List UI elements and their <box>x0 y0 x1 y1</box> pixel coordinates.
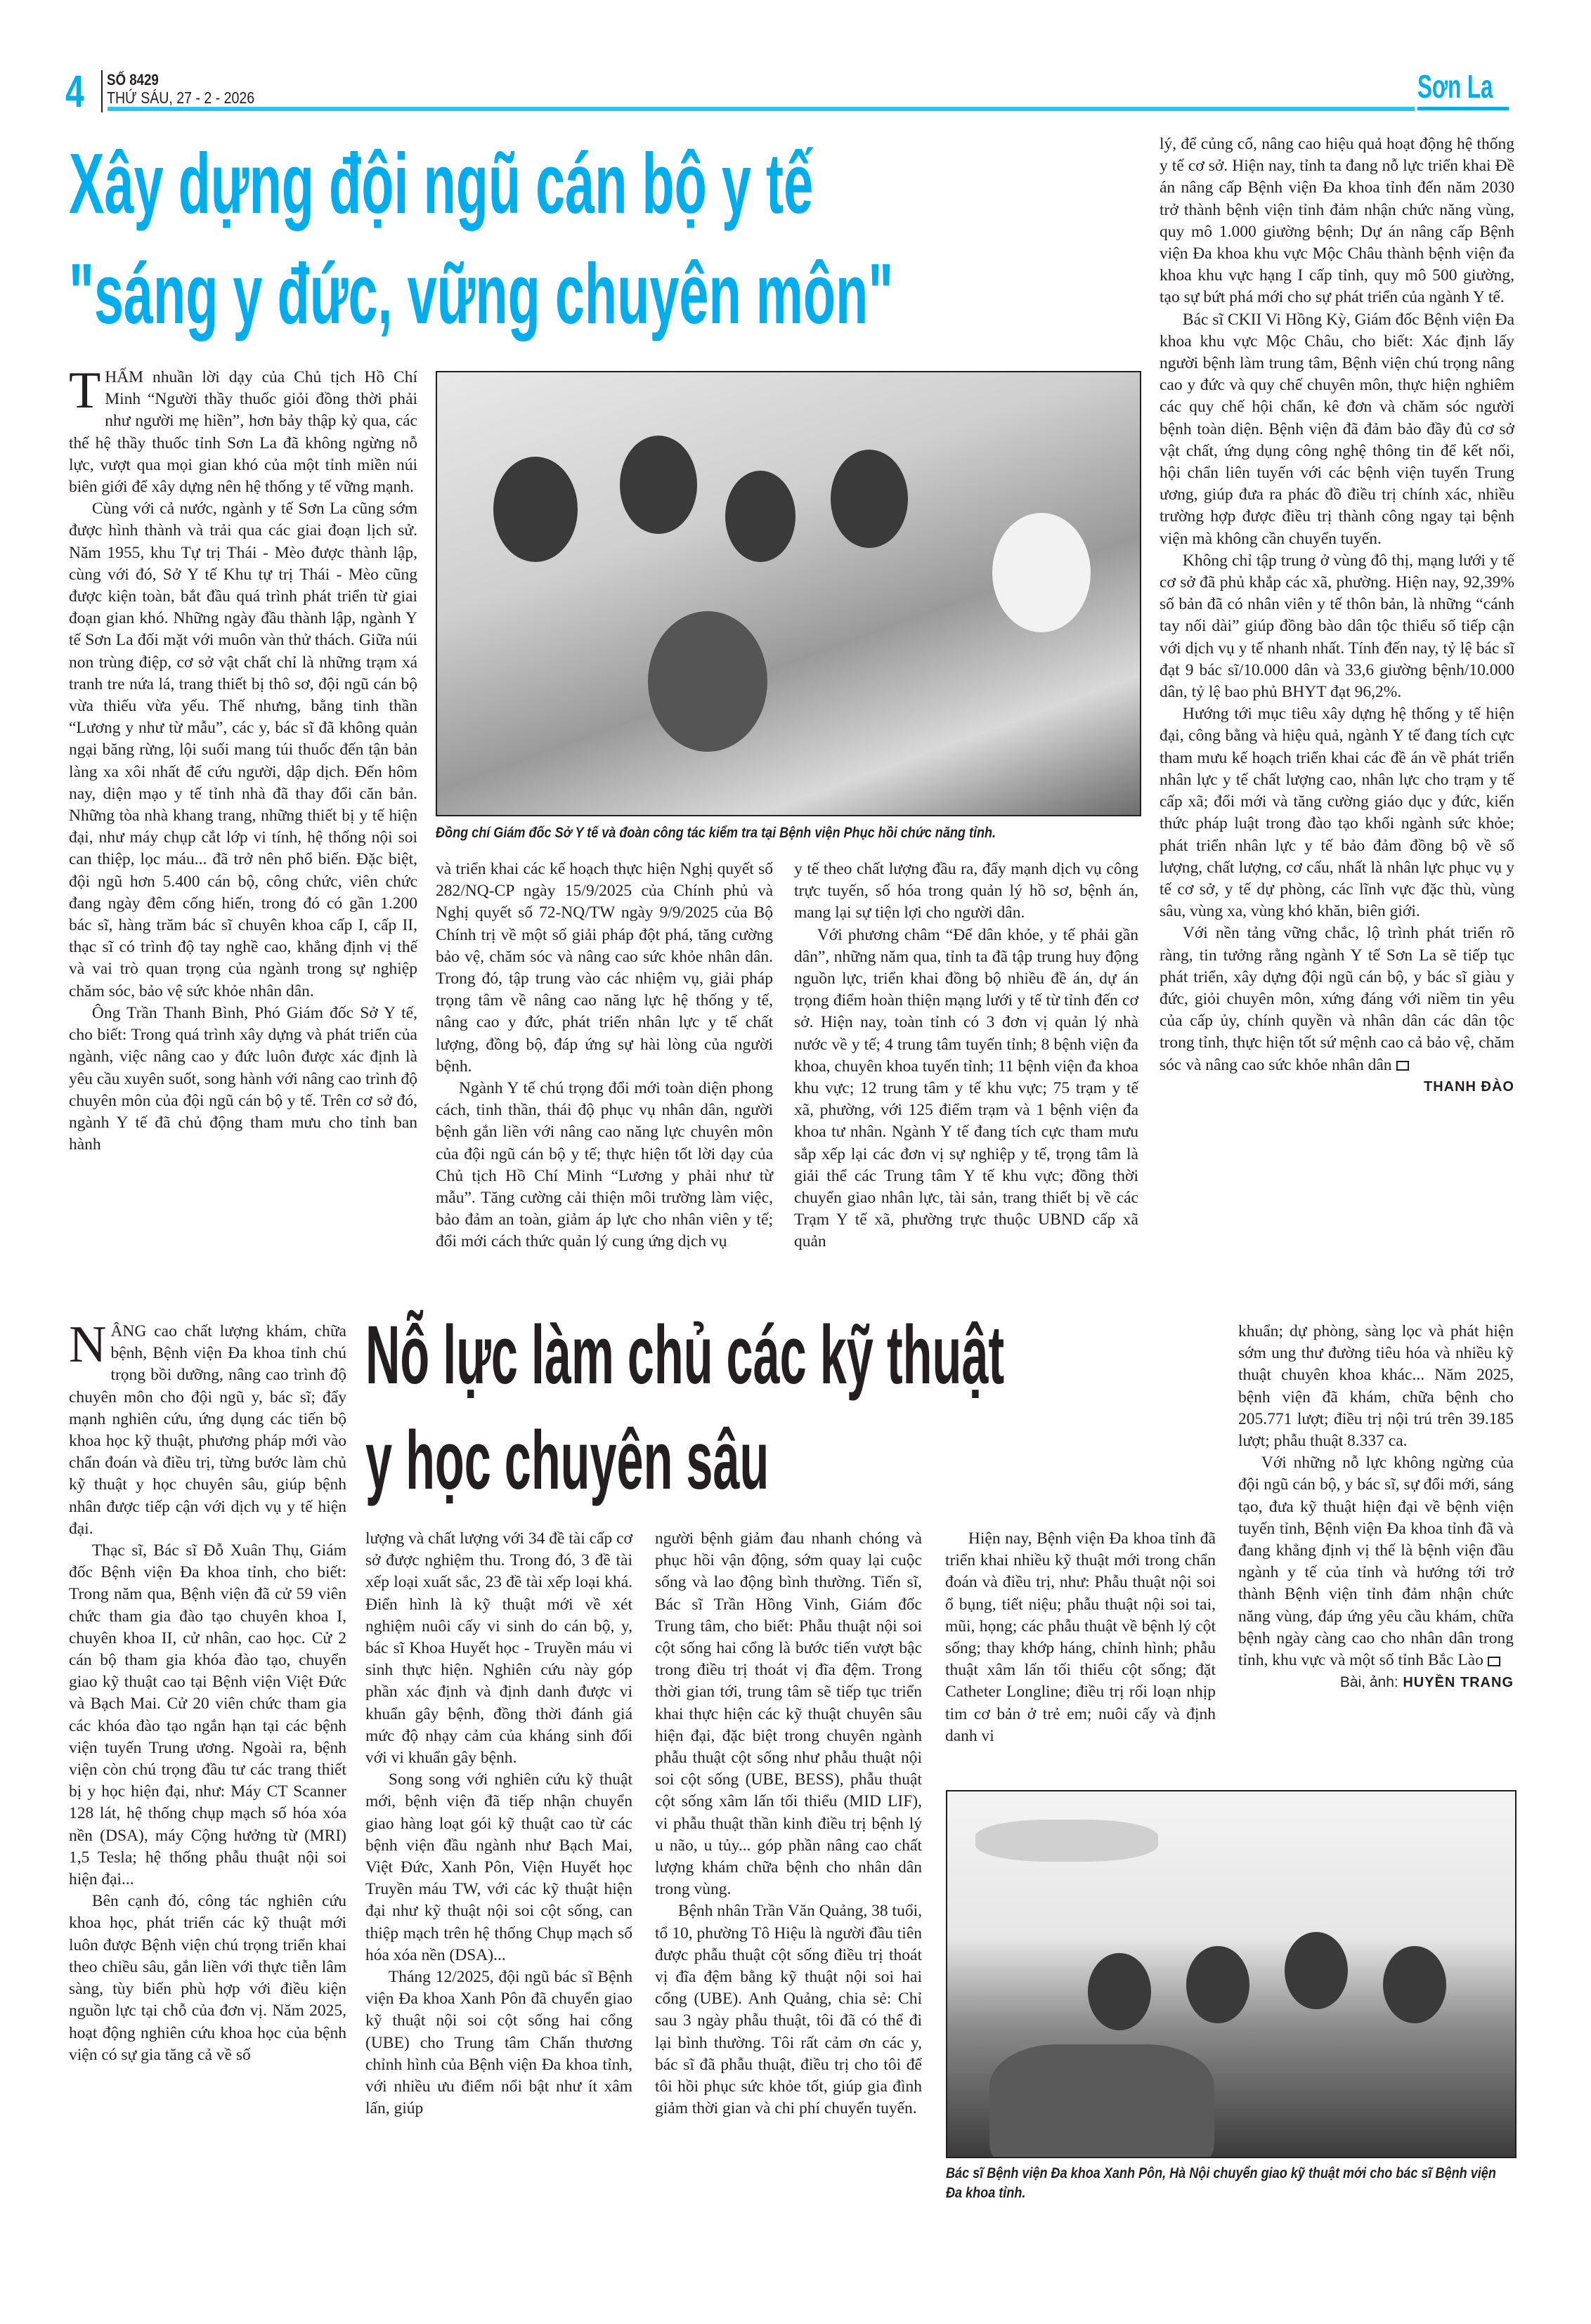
paragraph: người bệnh giảm đau nhanh chóng và phục hồi vận động, sớm quay lại cuộc sống và lao động bình thường. Tiến sĩ, Bác sĩ Trần Hồng Vinh, Giám đốc Trung tâm, cho biết: Phẫu thuật nội soi cột sống hai cổng là bước tiến vượt bậc trong điều trị thoát vị đĩa đệm. Trong thời gian tới, trung tâm sẽ tiếp tục triển khai thực hiện các kỹ thuật chuyên sâu hiện đại, đặc biệt trong chuyên ngành phẫu thuật cột sống như phẫu thuật nội soi cột sống (UBE, BESS), phẫu thuật cột sống xâm lấn tối thiểu (MID LIF), vi phẫu thuật thần kinh điều trị bệnh lý u não, u tủy... góp phần nâng cao chất lượng khám chữa bệnh cho nhân dân trong vùng. <box>655 1529 922 1899</box>
paragraph: Hiện nay, Bệnh viện Đa khoa tỉnh đã triển khai nhiều kỹ thuật mới trong chẩn đoán và điều trị, như: Phẫu thuật nội soi ổ bụng, tiết niệu; phẫu thuật nội soi tai, mũi, họng; các phẫu thuật về bệnh lý cột sống; thay khớp háng, chỉnh hình; phẫu thuật xâm lấn tối thiểu cột sống; đặt Catheter Longline; điều trị rối loạn nhịp tim cơ bản ở trẻ em; nuôi cấy và định danh vi <box>945 1529 1216 1745</box>
article-1-title-line-1: Xây dựng đội ngũ cán bộ y tế <box>69 136 814 231</box>
paragraph: Bệnh nhân Trần Văn Quảng, 38 tuổi, tổ 10, phường Tô Hiệu là người đầu tiên được phẫu thuật cột sống điều trị thoát vị đĩa đệm bằng kỹ thuật nội soi hai cổng (UBE). Anh Quảng, chia sẻ: Chỉ sau 3 ngày phẫu thuật, tôi đã có thể đi lại bình thường. Tôi rất cảm ơn các y, bác sĩ đã phẫu thuật, điều trị cho tôi để tôi hồi phục sức khỏe tốt, giúp gia đình giảm thời gian và chi phí chuyển tuyến. <box>655 1902 922 2118</box>
article-1-column-3 <box>794 859 1138 1253</box>
paragraph: Với những nỗ lực không ngừng của đội ngũ cán bộ, y bác sĩ, sự đổi mới, sáng tạo, đưa kỹ thuật hiện đại về bệnh viện tuyến tỉnh, Bệnh viện Đa khoa tỉnh đã và đang khẳng định vị thế là bệnh viện đầu ngành y tế của tỉnh và hướng tới trở thành Bệnh viện tỉnh đảm nhận chức năng vùng, đáp ứng yêu cầu khám, chữa bệnh ngày càng cao cho nhân dân trong tỉnh, khu vực và một số tỉnh Bắc Lào <box>1238 1454 1514 1670</box>
article-2-title-line-2: y học chuyên sâu <box>365 1414 769 1507</box>
paragraph: Bác sĩ CKII Vi Hồng Kỳ, Giám đốc Bệnh viện Đa khoa khu vực Mộc Châu, cho biết: Xác định lấy người bệnh làm trung tâm, Bệnh viện chú trọng nâng cao y đức và quy chế chuyên môn, thực hiện nghiêm các quy chế hội chẩn, kê đơn và chăm sóc người bệnh toàn diện. Bệnh viện đã đảm bảo đầy đủ cơ sở vật chất, ứng dụng công nghệ thông tin để kết nối, hội chẩn liên tuyến với các bệnh viện tuyến Trung ương, giúp đưa ra phác đồ điều trị chính xác, nhiều trường hợp được điều trị thành công ngay tại bệnh viện mà không cần chuyển tuyến. <box>1160 310 1514 548</box>
article-2-photo-caption: Bác sĩ Bệnh viện Đa khoa Xanh Pôn, Hà Nội chuyển giao kỹ thuật mới cho bác sĩ Bệnh viện Đa khoa tỉnh. <box>946 2165 1496 2201</box>
paragraph: lý, để củng cố, nâng cao hiệu quả hoạt động hệ thống y tế cơ sở. Hiện nay, tỉnh ta đang nỗ lực triển khai Đề án nâng cấp Bệnh viện Đa khoa tỉnh đến năm 2030 trở thành bệnh viện tỉnh đảm nhận chức năng vùng, quy mô 1.000 giường bệnh; Dự án nâng cấp Bệnh viện Đa khoa khu vực Mộc Châu thành bệnh viện đa khoa khu vực hạng I cấp tỉnh, quy mô 500 giường, tạo sự bứt phá mới cho sự phát triển của ngành Y tế. <box>1160 135 1514 307</box>
drop-cap: T <box>69 362 101 419</box>
article-1-photo-caption: Đồng chí Giám đốc Sở Y tế và đoàn công tác kiểm tra tại Bệnh viện Phục hồi chức năng tỉnh. <box>436 825 996 841</box>
issue-number: SỐ 8429 <box>107 71 159 89</box>
article-1-title-line-2: "sáng y đức, vững chuyên môn" <box>69 246 894 341</box>
paragraph: và triển khai các kế hoạch thực hiện Nghị quyết số 282/NQ-CP ngày 15/9/2025 của Chính phủ và Nghị quyết số 72-NQ/TW ngày 9/9/2025 của Bộ Chính trị về một số giải pháp đột phá, tăng cường bảo vệ, chăm sóc và nâng cao sức khỏe nhân dân. Trong đó, tập trung vào các nhiệm vụ, giải pháp trọng tâm về nâng cao năng lực hệ thống y tế, nâng cao y đức, phát triển nhân lực y tế chất lượng, đồng bộ, đáp ứng sự hài lòng của người bệnh. <box>436 860 773 1076</box>
header-rule <box>108 107 1415 111</box>
article-2-photo <box>946 1790 1517 2158</box>
paragraph: Bên cạnh đó, công tác nghiên cứu khoa học, phát triển các kỹ thuật mới luôn được Bệnh viện chú trọng triển khai theo chiều sâu, gắn liền với thực tiễn lâm sàng, tùy biến phù hợp với điều kiện nguồn lực tại chỗ của đơn vị. Năm 2025, hoạt động nghiên cứu khoa học của bệnh viện có sự gia tăng cả về số <box>69 1892 346 2064</box>
end-mark-icon <box>1396 1061 1409 1071</box>
paragraph: ÂNG cao chất lượng khám, chữa bệnh, Bệnh viện Đa khoa tỉnh chú trọng bồi dưỡng, nâng cao trình độ chuyên môn cho đội ngũ y, bác sĩ; đẩy mạnh nghiên cứu, ứng dụng các tiến bộ khoa học kỹ thuật, phương pháp mới vào chẩn đoán và điều trị, từng bước làm chủ kỹ thuật y học chuyên sâu, giúp bệnh nhân được tiếp cận với dịch vụ y tế hiện đại. <box>69 1322 346 1538</box>
paragraph: Ngành Y tế chú trọng đổi mới toàn diện phong cách, tinh thần, thái độ phục vụ nhân dân, người bệnh gắn liền với nâng cao năng lực chuyên môn của đội ngũ cán bộ y tế; thực hiện tốt lời dạy của Chủ tịch Hồ Chí Minh “Lương y phải như từ mẫu”. Tăng cường cải thiện môi trường làm việc, bảo đảm an toàn, giảm áp lực cho nhân viên y tế; đổi mới cách thức quản lý cung ứng dịch vụ <box>436 1079 773 1251</box>
paragraph: Thạc sĩ, Bác sĩ Đỗ Xuân Thụ, Giám đốc Bệnh viện Đa khoa tỉnh, cho biết: Trong năm qua, Bệnh viện đã cử 59 viên chức tham gia đào tạo chuyên khoa I, chuyên khoa II, cử nhân, cao học. Cử 2 cán bộ tham gia khóa đào tạo, chuyển giao kỹ thuật cao tại Bệnh viện Việt Đức và Bạch Mai. Cử 20 viên chức tham gia các khóa đào tạo ngắn hạn tại các bệnh viện tuyến Trung ương. Ngoài ra, bệnh viện còn chú trọng đầu tư các trang thiết bị y học hiện đại, như: Máy CT Scanner 128 lát, hệ thống chụp mạch số hóa xóa nền (DSA), máy Cộng hưởng từ (MRI) 1,5 Tesla; hệ thống phẫu thuật nội soi hiện đại... <box>69 1541 346 1889</box>
article-1-column-1 <box>69 362 417 1156</box>
page-number: 4 <box>65 66 84 117</box>
article-1-column-2 <box>436 859 773 1253</box>
drop-cap: N <box>69 1316 107 1373</box>
article-2-column-3 <box>655 1528 922 2120</box>
paragraph: y tế theo chất lượng đầu ra, đẩy mạnh dịch vụ công trực tuyến, số hóa trong quản lý hồ sơ, bệnh án, mang lại sự tiện lợi cho người dân. <box>794 860 1138 922</box>
article-1-photo <box>436 371 1141 816</box>
paragraph: Hướng tới mục tiêu xây dựng hệ thống y tế hiện đại, công bằng và hiệu quả, ngành Y tế đang tích cực tham mưu kế hoạch triển khai các đề án về phát triển nhân lực y tế chất lượng cao, nhân lực cho trạm y tế cấp xã; đổi mới và tăng cường giáo dục y đức, kiến thức pháp luật trong đào tạo khối ngành sức khỏe; phát triển nhân lực y tế bảo đảm đồng bộ về số lượng, chất lượng, cơ cấu, nhất là nhân lực phục vụ y tế cơ sở, y tế dự phòng, các lĩnh vực đặc thù, vùng sâu, vùng xa, vùng khó khăn, biên giới. <box>1160 705 1514 921</box>
end-mark-icon <box>1488 1657 1500 1666</box>
paragraph: Không chỉ tập trung ở vùng đô thị, mạng lưới y tế cơ sở đã phủ khắp các xã, phường. Hiện nay, 92,39% số bản đã có nhân viên y tế thôn bản, là những “cánh tay nối dài” giúp đồng bào dân tộc thiểu số tiếp cận với dịch vụ y tế nhanh nhất. Tính đến nay, tỷ lệ bác sĩ đạt 9 bác sĩ/10.000 dân và 33,6 giường bệnh/10.000 dân, tỷ lệ bao phủ BHYT đạt 96,2%. <box>1160 551 1514 702</box>
article-1-author: THANH ĐÀO <box>1424 1078 1514 1095</box>
article-2-author: HUYỀN TRANG <box>1403 1675 1514 1691</box>
article-2-column-2 <box>365 1528 632 2120</box>
paragraph: Cùng với cả nước, ngành y tế Sơn La cũng sớm được hình thành và trải qua các giai đoạn lịch sử. Năm 1955, khu Tự trị Thái - Mèo được thành lập, cùng với đó, Sở Y tế Khu tự trị Thái - Mèo cũng được kiện toàn, bắt đầu quá trình phát triển từ giai đoạn gian khó. Những ngày đầu thành lập, ngành Y tế Sơn La đối mặt với muôn vàn thử thách. Giữa núi non trùng điệp, cơ sở vật chất chỉ là những trạm xá tranh tre nứa lá, trang thiết bị thô sơ, đội ngũ cán bộ vừa thiếu vừa yếu. Thế nhưng, bằng tinh thần “Lương y như từ mẫu”, các y, bác sĩ đã không quản ngại băng rừng, lội suối mang túi thuốc đến tận bản làng xa xôi nhất để cứu người, dập dịch. Đến hôm nay, diện mạo y tế tỉnh nhà đã thay đổi căn bản. Những tòa nhà khang trang, những thiết bị y tế hiện đại, như máy chụp cắt lớp vi tính, hệ thống nội soi can thiệp, lọc máu... đã trở nên phổ biến. Đặc biệt, đội ngũ hơn 5.400 cán bộ, công chức, viên chức đang ngày đêm cống hiến, trong đó có gần 1.200 bác sĩ, hàng trăm bác sĩ chuyên khoa cấp I, cấp II, thạc sĩ có trình độ tay nghề cao, khẳng định vị thế và vai trò quan trọng của ngành trong sự nghiệp chăm sóc, bảo vệ sức khỏe nhân dân. <box>69 500 417 1000</box>
article-2-title-line-1: Nỗ lực làm chủ các kỹ thuật <box>365 1309 1005 1402</box>
section-name: Sơn La <box>1417 68 1493 105</box>
article-2-column-4 <box>945 1528 1216 1747</box>
article-2-byline <box>1238 1671 1514 1694</box>
article-2-column-1 <box>69 1316 346 2066</box>
section-rule <box>1417 107 1509 110</box>
paragraph: khuẩn; dự phòng, sàng lọc và phát hiện sớm ung thư đường tiêu hóa và nhiều kỹ thuật chuyên khoa khác... Năm 2025, bệnh viện đã khám, chữa bệnh cho 205.771 lượt; điều trị nội trú trên 39.185 lượt; phẫu thuật 8.337 ca. <box>1238 1322 1514 1451</box>
article-2-column-5 <box>1238 1321 1514 1694</box>
paragraph: lượng và chất lượng với 34 đề tài cấp cơ sở được nghiệm thu. Trong đó, 3 đề tài xếp loại xuất sắc, 23 đề tài xếp loại khá. Điển hình là kỹ thuật mới về xét nghiệm nuôi cấy vi sinh do cán bộ, y, bác sĩ Khoa Huyết học - Truyền máu vi sinh thực hiện. Nghiên cứu này góp phần xác định và định danh được vi khuẩn gây bệnh, đồng thời đánh giá mức độ nhạy cảm của kháng sinh đối với vi khuẩn gây bệnh. <box>365 1529 632 1768</box>
header-divider <box>101 70 103 112</box>
paragraph: Với nền tảng vững chắc, lộ trình phát triển rõ ràng, tin tưởng rằng ngành Y tế Sơn La sẽ tiếp tục phát triển, xây dựng đội ngũ cán bộ, y bác sĩ giàu y đức, giỏi chuyên môn, xứng đáng với niềm tin yêu của cấp ủy, chính quyền và nhân dân các dân tộc trong tỉnh, thực hiện tốt sứ mệnh cao cả bảo vệ, chăm sóc và nâng cao sức khỏe nhân dân <box>1160 924 1514 1074</box>
paragraph: Với phương châm “Để dân khỏe, y tế phải gần dân”, những năm qua, tỉnh ta đã tập trung huy động nguồn lực, triển khai đồng bộ nhiều đề án, dự án trọng điểm hoàn thiện mạng lưới y tế từ tỉnh đến cơ sở. Hiện nay, toàn tỉnh có 3 đơn vị quản lý nhà nước về y tế; 4 trung tâm tuyến tỉnh; 8 bệnh viện đa khoa, chuyên khoa tuyến tỉnh; 11 bệnh viện đa khoa khu vực; 12 trung tâm y tế khu vực; 75 trạm y tế xã, phường, với 125 điểm trạm và 1 bệnh viện đa khoa tư nhân. Ngành Y tế đang tích cực tham mưu sắp xếp lại các đơn vị sự nghiệp y tế, trọng tâm là giải thể các Trung tâm Y tế khu vực; đồng thời chuyển giao nhân lực, tài sản, trang thiết bị về các Trạm Y tế xã, phường trực thuộc UBND cấp xã quản <box>794 925 1138 1251</box>
paragraph: Ông Trần Thanh Bình, Phó Giám đốc Sở Y tế, cho biết: Trong quá trình xây dựng và phát triển của ngành, việc nâng cao y đức luôn được xác định là yêu cầu xuyên suốt, song hành với nâng cao trình độ chuyên môn của đội ngũ cán bộ y tế. Trên cơ sở đó, ngành Y tế đã chủ động tham mưu cho tỉnh ban hành <box>69 1003 417 1154</box>
article-1-column-4 <box>1160 133 1514 1098</box>
byline-prefix: Bài, ảnh: <box>1339 1674 1398 1691</box>
issue-date: THỨ SÁU, 27 - 2 - 2026 <box>107 89 255 107</box>
paragraph: Song song với nghiên cứu kỹ thuật mới, bệnh viện đã tiếp nhận chuyển giao hàng loạt gói kỹ thuật cao từ các bệnh viện đầu ngành như Bạch Mai, Việt Đức, Xanh Pôn, Viện Huyết học Truyền máu TW, với các kỹ thuật hiện đại như kỹ thuật nội soi cột sống, can thiệp mạch trên hệ thống Chụp mạch số hóa xóa nền (DSA)... <box>365 1770 632 1964</box>
paragraph: Tháng 12/2025, đội ngũ bác sĩ Bệnh viện Đa khoa Xanh Pôn đã chuyển giao kỹ thuật nội soi cột sống hai cổng (UBE) cho Trung tâm Chấn thương chỉnh hình của Bệnh viện Đa khoa tỉnh, với nhiều ưu điểm nổi bật như ít xâm lấn, giúp <box>365 1968 632 2118</box>
paragraph: HẤM nhuần lời dạy của Chủ tịch Hồ Chí Minh “Người thầy thuốc giỏi đồng thời phải như người mẹ hiền”, hơn bảy thập kỷ qua, các thế hệ thầy thuốc tỉnh Sơn La đã không ngừng nỗ lực, vượt qua mọi gian khó của một tỉnh miền núi biên giới để xây dựng nên hệ thống y tế vững mạnh. <box>69 368 417 497</box>
